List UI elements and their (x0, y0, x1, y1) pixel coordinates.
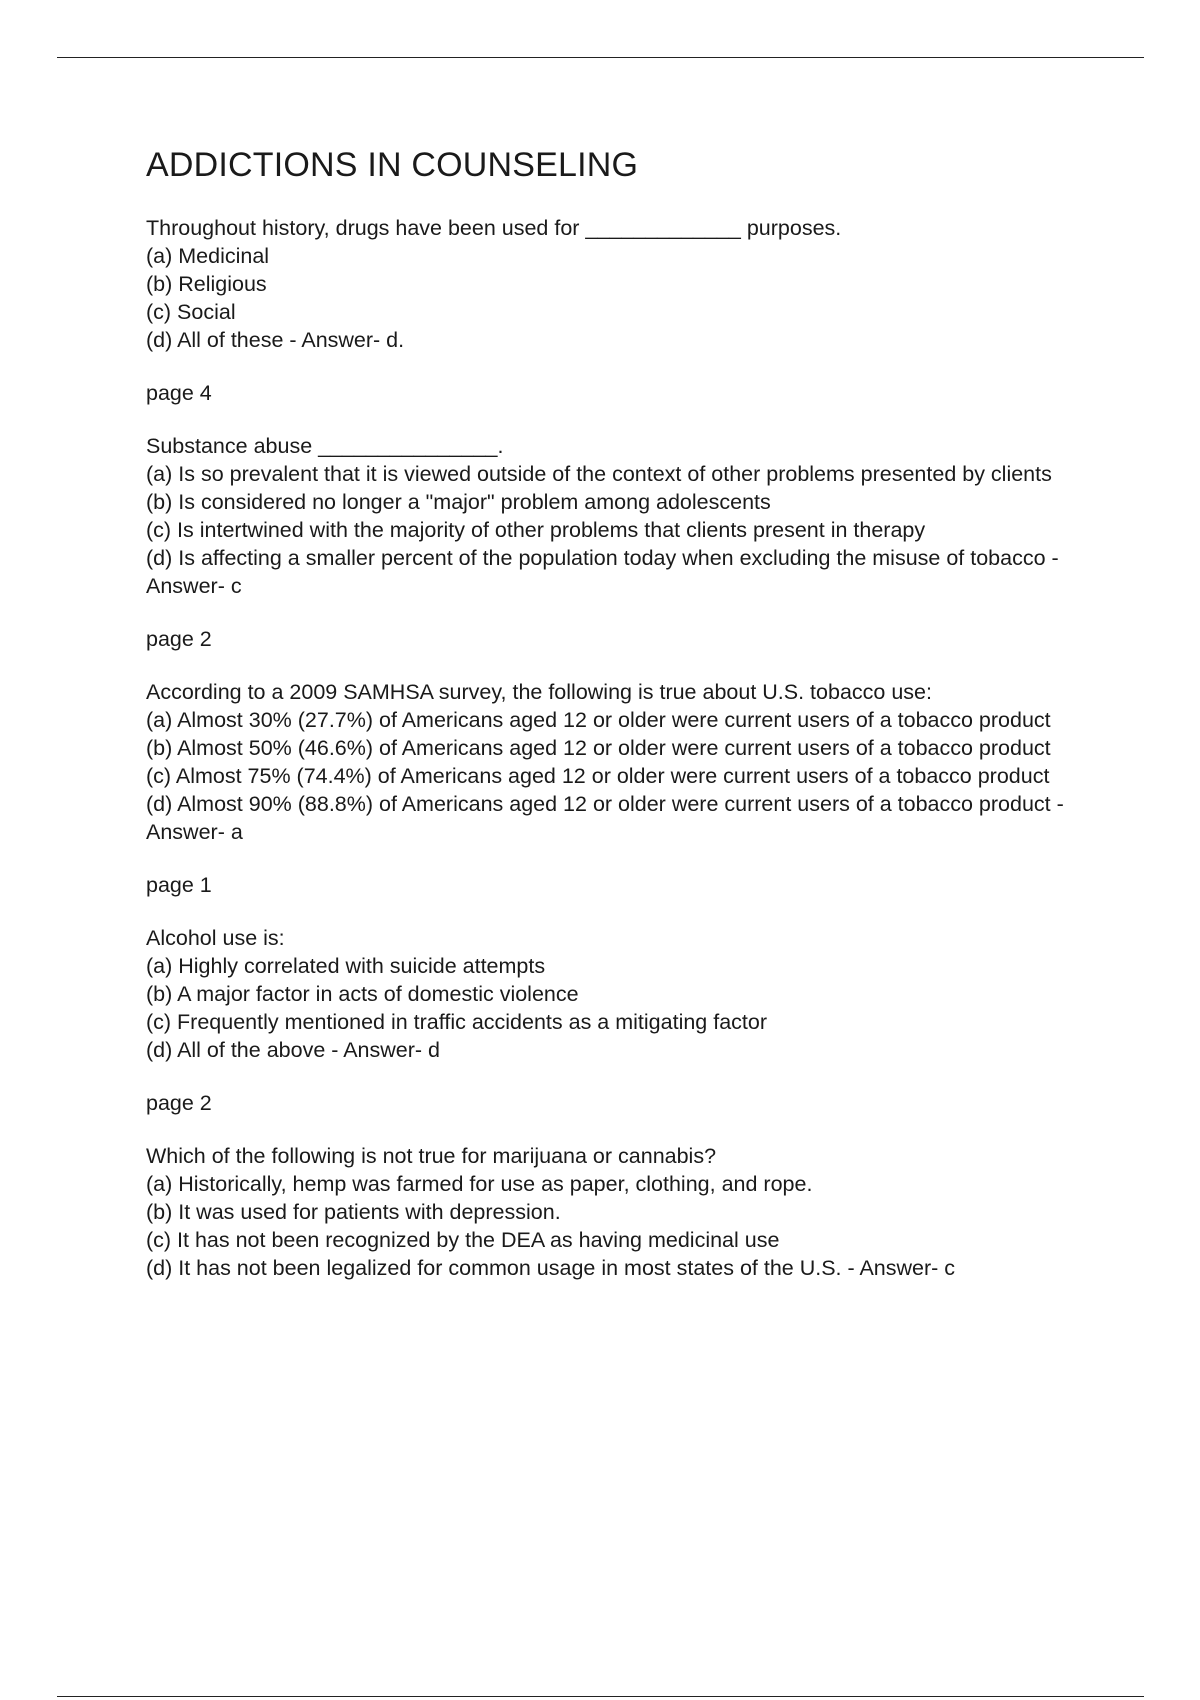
answer-option: (a) Is so prevalent that it is viewed outside of the context of other problems presented by clients (146, 462, 1052, 486)
answer-option: (d) All of these - Answer- d. (146, 328, 405, 352)
answer-option: (b) Almost 50% (46.6%) of Americans aged 12 or older were current users of a tobacco product (146, 736, 1051, 760)
page-reference: page 2 (146, 1091, 212, 1115)
bottom-rule (57, 1696, 1144, 1697)
answer-option: (a) Historically, hemp was farmed for use as paper, clothing, and rope. (146, 1172, 813, 1196)
page-reference: page 1 (146, 873, 212, 897)
answer-option: (d) It has not been legalized for common usage in most states of the U.S. - Answer- c (146, 1256, 956, 1280)
answer-option: (b) It was used for patients with depression. (146, 1200, 561, 1224)
document-body (146, 143, 1086, 1282)
answer-option: (c) Social (146, 300, 236, 324)
answer-option: (a) Almost 30% (27.7%) of Americans aged 12 or older were current users of a tobacco product (146, 708, 1051, 732)
document-title: ADDICTIONS IN COUNSELING (146, 146, 639, 184)
answer-option: (c) Is intertwined with the majority of other problems that clients present in therapy (146, 518, 926, 542)
answer-option: (a) Medicinal (146, 244, 270, 268)
question-5 (146, 1142, 1086, 1282)
answer-option: (b) Religious (146, 272, 267, 296)
page-reference: page 4 (146, 381, 212, 405)
question-1 (146, 214, 1086, 407)
question-prompt: Substance abuse _______________. (146, 434, 504, 458)
question-2 (146, 432, 1086, 653)
answer-option: (d) Is affecting a smaller percent of the population today when excluding the misuse of tobacco - Answer- c (146, 546, 1059, 598)
answer-option: (b) A major factor in acts of domestic violence (146, 982, 579, 1006)
answer-option: (a) Highly correlated with suicide attempts (146, 954, 546, 978)
top-rule (57, 57, 1144, 58)
question-prompt: Throughout history, drugs have been used for _____________ purposes. (146, 216, 842, 240)
answer-option: (d) Almost 90% (88.8%) of Americans aged 12 or older were current users of a tobacco product - Answer- a (146, 792, 1064, 844)
question-4 (146, 924, 1086, 1117)
answer-option: (b) Is considered no longer a "major" problem among adolescents (146, 490, 771, 514)
page-reference: page 2 (146, 627, 212, 651)
question-prompt: According to a 2009 SAMHSA survey, the following is true about U.S. tobacco use: (146, 680, 932, 704)
answer-option: (d) All of the above - Answer- d (146, 1038, 440, 1062)
question-3 (146, 678, 1086, 899)
question-prompt: Alcohol use is: (146, 926, 285, 950)
answer-option: (c) Frequently mentioned in traffic accidents as a mitigating factor (146, 1010, 768, 1034)
answer-option: (c) It has not been recognized by the DEA as having medicinal use (146, 1228, 780, 1252)
answer-option: (c) Almost 75% (74.4%) of Americans aged 12 or older were current users of a tobacco product (146, 764, 1050, 788)
question-prompt: Which of the following is not true for marijuana or cannabis? (146, 1144, 717, 1168)
